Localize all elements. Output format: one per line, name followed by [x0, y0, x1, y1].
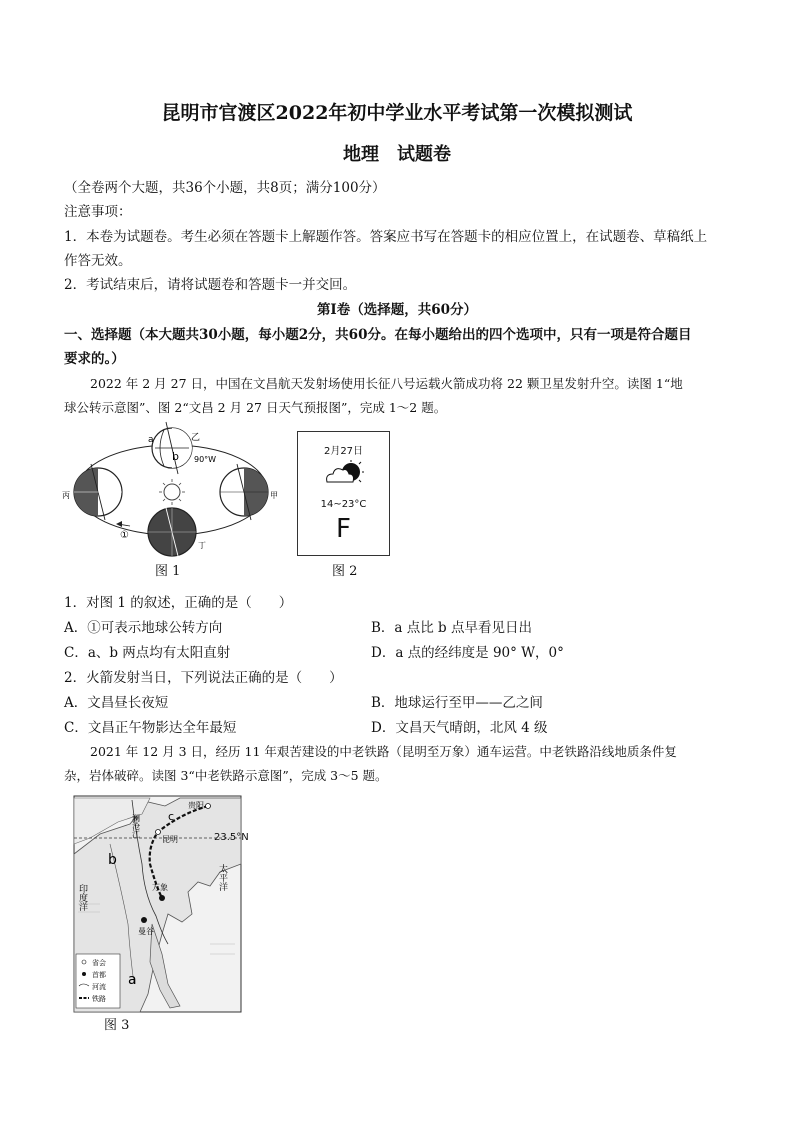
q1-option-a[interactable]: A．①可表示地球公转方向 [64, 620, 223, 636]
figure-1-caption: 图 1 [155, 564, 181, 579]
passage-2-line-1: 2021 年 12 月 3 日，经历 11 年艰苦建设的中老铁路（昆明至万象）通车运营。中老铁路沿线地质条件复 [90, 744, 677, 759]
figure-1-label-bing: 丙 [62, 491, 70, 500]
section-heading: 第Ⅰ卷（选择题，共60分） [316, 302, 478, 318]
weather-temperature: 14~23°C [320, 499, 367, 510]
q2-option-a[interactable]: A．文昌昼长夜短 [64, 695, 169, 711]
wind-symbol: F [336, 514, 351, 544]
figure-3-railway-map [70, 794, 255, 1016]
figure-2-weather-card [297, 431, 390, 556]
earth-right [220, 464, 268, 520]
map-label-vientiane: 万象 [152, 883, 168, 892]
map-label-indian-ocean: 印度洋 [77, 884, 87, 911]
map-label-c: c [168, 810, 175, 823]
notice-1-line-1: 1．本卷为试题卷。考生必须在答题卡上解题作答。答案应书写在答题卡的相应位置上，在试题卷、草稿纸上 [64, 229, 708, 245]
map-label-pacific-ocean: 太平洋 [217, 864, 227, 891]
city-guiyang-marker [206, 804, 211, 809]
q2-option-d[interactable]: D．文昌天气晴朗，北风 4 级 [371, 720, 548, 736]
page-title: 昆明市官渡区2022年初中学业水平考试第一次模拟测试 [161, 102, 633, 124]
passage-1-line-1: 2022 年 2 月 27 日，中国在文昌航天发射场使用长征八号运载火箭成功将 22 颗卫星发射升空。读图 1“地 [90, 376, 683, 391]
map-label-latitude: 23.5°N [214, 832, 249, 843]
map-label-guiyang: 贵阳 [188, 801, 204, 810]
figure-1-label-yi: 乙 [191, 433, 201, 443]
earth-left [74, 464, 122, 520]
figure-1-label-a: a [148, 435, 154, 445]
figure-1-label-ding: 丁 [198, 541, 206, 550]
section-instruction-line-1: 一、选择题（本大题共30小题，每小题2分，共60分。在每小题给出的四个选项中，只有一项是符合题目 [64, 327, 692, 343]
earth-bottom [148, 504, 196, 560]
passage-1-line-2: 球公转示意图”、图 2“文昌 2 月 27 日天气预报图”，完成 1～2 题。 [64, 400, 447, 415]
notice-1-line-2: 作答无效。 [64, 253, 132, 269]
figure-3-caption: 图 3 [104, 1018, 130, 1033]
figure-1-label-jia: 甲 [270, 491, 278, 500]
figure-2-caption: 图 2 [332, 564, 358, 579]
earth-top [152, 422, 192, 474]
legend-railway: 铁路 [92, 995, 106, 1003]
cloud-sun-icon [323, 460, 365, 488]
city-bangkok-marker [141, 917, 147, 923]
city-kunming-marker [156, 830, 161, 835]
q1-option-d[interactable]: D．a 点的经纬度是 90° W，0° [371, 645, 564, 661]
notice-heading: 注意事项： [64, 204, 132, 220]
city-vientiane-marker [159, 895, 165, 901]
q1-stem: 1．对图 1 的叙述，正确的是（ ） [64, 595, 293, 611]
legend-provincial-capital: 省会 [92, 959, 106, 967]
section-instruction-line-2: 要求的。） [64, 351, 125, 367]
page-subtitle: 地理 试题卷 [343, 144, 451, 165]
q1-option-b[interactable]: B．a 点比 b 点早看见日出 [371, 620, 532, 636]
map-label-a: a [128, 972, 137, 988]
q2-option-b[interactable]: B．地球运行至甲——乙之间 [371, 695, 543, 711]
legend-national-capital: 首都 [92, 971, 106, 979]
figure-1-label-circle-1: ① [120, 530, 129, 541]
figure-1-label-longitude: 90°W [194, 455, 217, 464]
map-label-bangkok: 曼谷 [138, 927, 154, 936]
map-label-kunming: 昆明 [162, 835, 178, 844]
sun-icon [164, 484, 180, 500]
legend-river: 河流 [92, 983, 106, 991]
map-label-b: b [108, 852, 117, 868]
notice-2: 2．考试结束后，请将试题卷和答题卡一并交回。 [64, 277, 357, 293]
exam-scope: （全卷两个大题，共36个小题，共8页；满分100分） [64, 180, 386, 196]
q2-option-c[interactable]: C．文昌正午物影达全年最短 [64, 720, 237, 736]
weather-date: 2月27日 [323, 446, 364, 457]
figure-1-revolution-diagram [60, 420, 290, 560]
q2-stem: 2．火箭发射当日，下列说法正确的是（ ） [64, 670, 343, 686]
figure-1-label-b: b [172, 450, 179, 463]
q1-option-c[interactable]: C．a、b 两点均有太阳直射 [64, 645, 231, 661]
passage-2-line-2: 杂，岩体破碎。读图 3“中老铁路示意图”，完成 3～5 题。 [64, 768, 388, 783]
map-label-lancang-river: 澜沧江 [131, 814, 141, 838]
